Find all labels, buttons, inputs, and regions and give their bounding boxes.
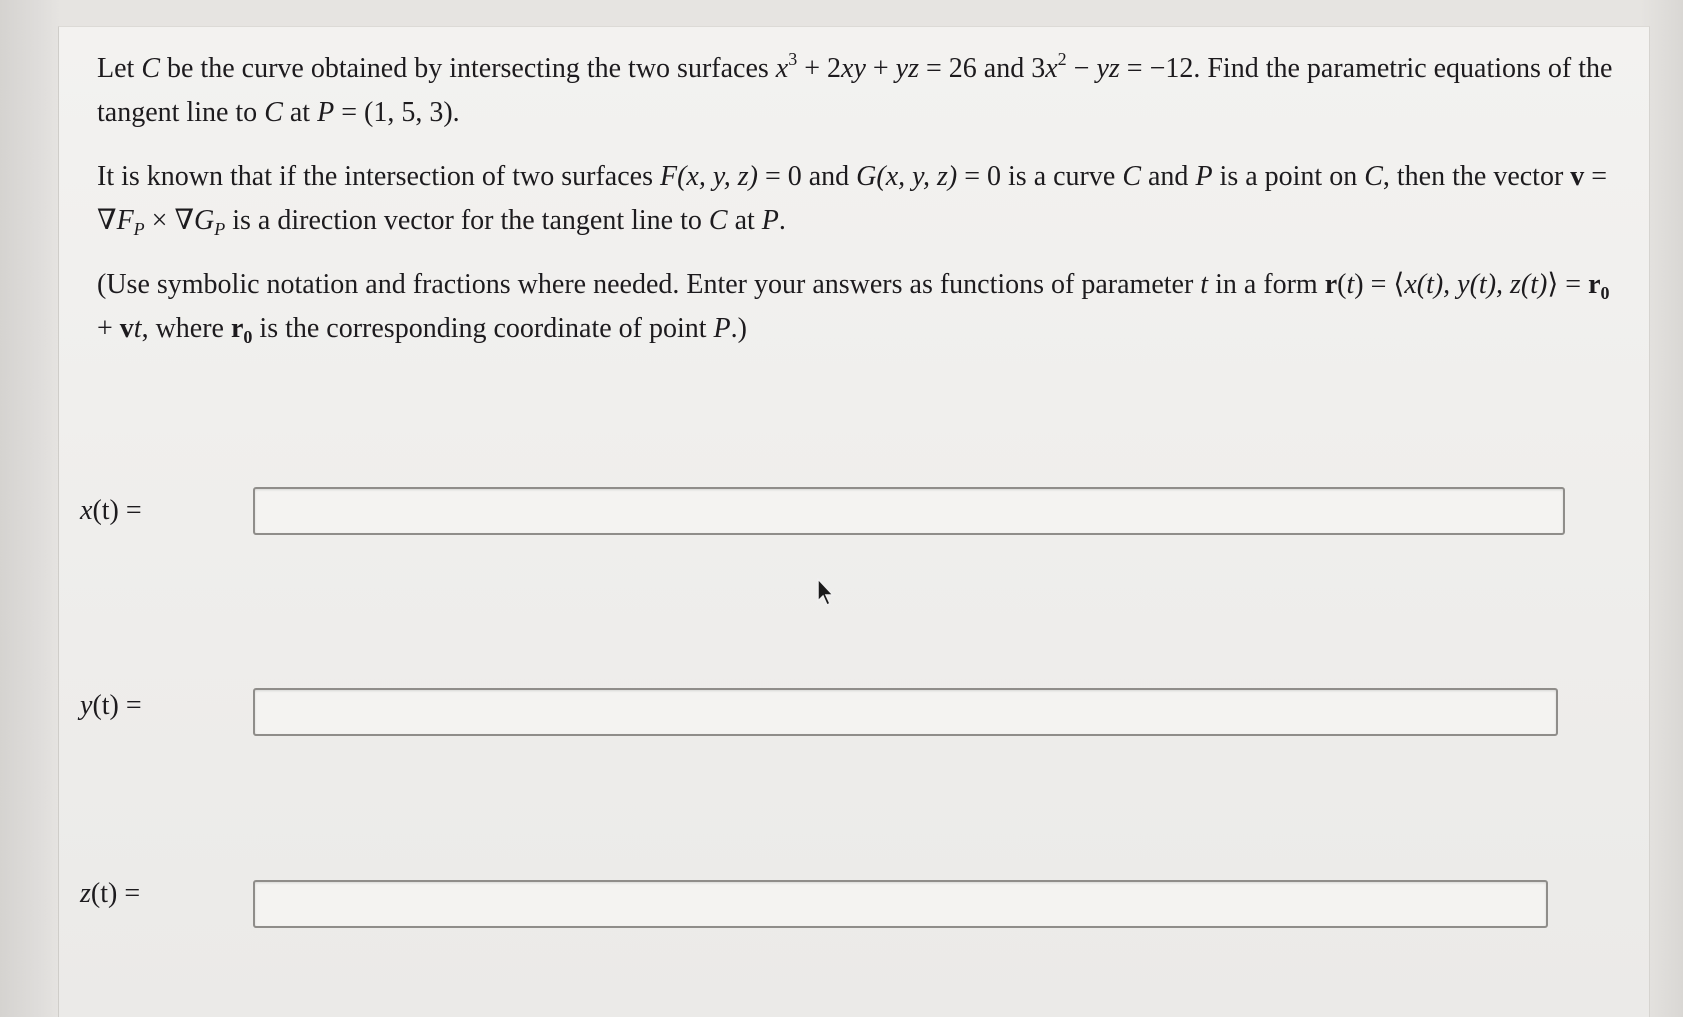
mouse-pointer-icon bbox=[816, 578, 836, 608]
z-label: z(t) = bbox=[80, 878, 141, 909]
y-label: y(t) = bbox=[80, 690, 142, 721]
x-label: x(t) = bbox=[80, 495, 142, 526]
x-answer-row bbox=[80, 485, 1540, 539]
instructions: (Use symbolic notation and fractions where needed. Enter your answers as functions of parameter t in a form r(t) = ⟨x(t), y(t), z(t)⟩ = $r_0$ + vt, where $r_0$ is the corresponding coordinate of point P.) bbox=[97, 269, 1610, 347]
z-answer-row bbox=[80, 868, 1540, 922]
y-answer-row bbox=[80, 680, 1540, 734]
hint-statement: It is known that if the intersection of two surfaces F(x, y, z) = 0 and G(x, y, z) = 0 is a curve C and P is a point on C, then the vector $v = \nabla F_P \times \nabla G_P$ is a direction vector for the tangent line to C at P. bbox=[97, 161, 1608, 239]
y-input[interactable] bbox=[253, 688, 1558, 736]
z-input[interactable] bbox=[253, 880, 1548, 928]
question-text bbox=[97, 47, 1627, 371]
x-input[interactable] bbox=[253, 487, 1565, 535]
problem-statement: Let C be the curve obtained by intersecting the two surfaces $x^3 + 2xy$ + yz = 26 and $3x^2$ − yz = −12. Find the parametric equations of the tangent line to C at P = (1, 5, 3). bbox=[97, 49, 1613, 128]
